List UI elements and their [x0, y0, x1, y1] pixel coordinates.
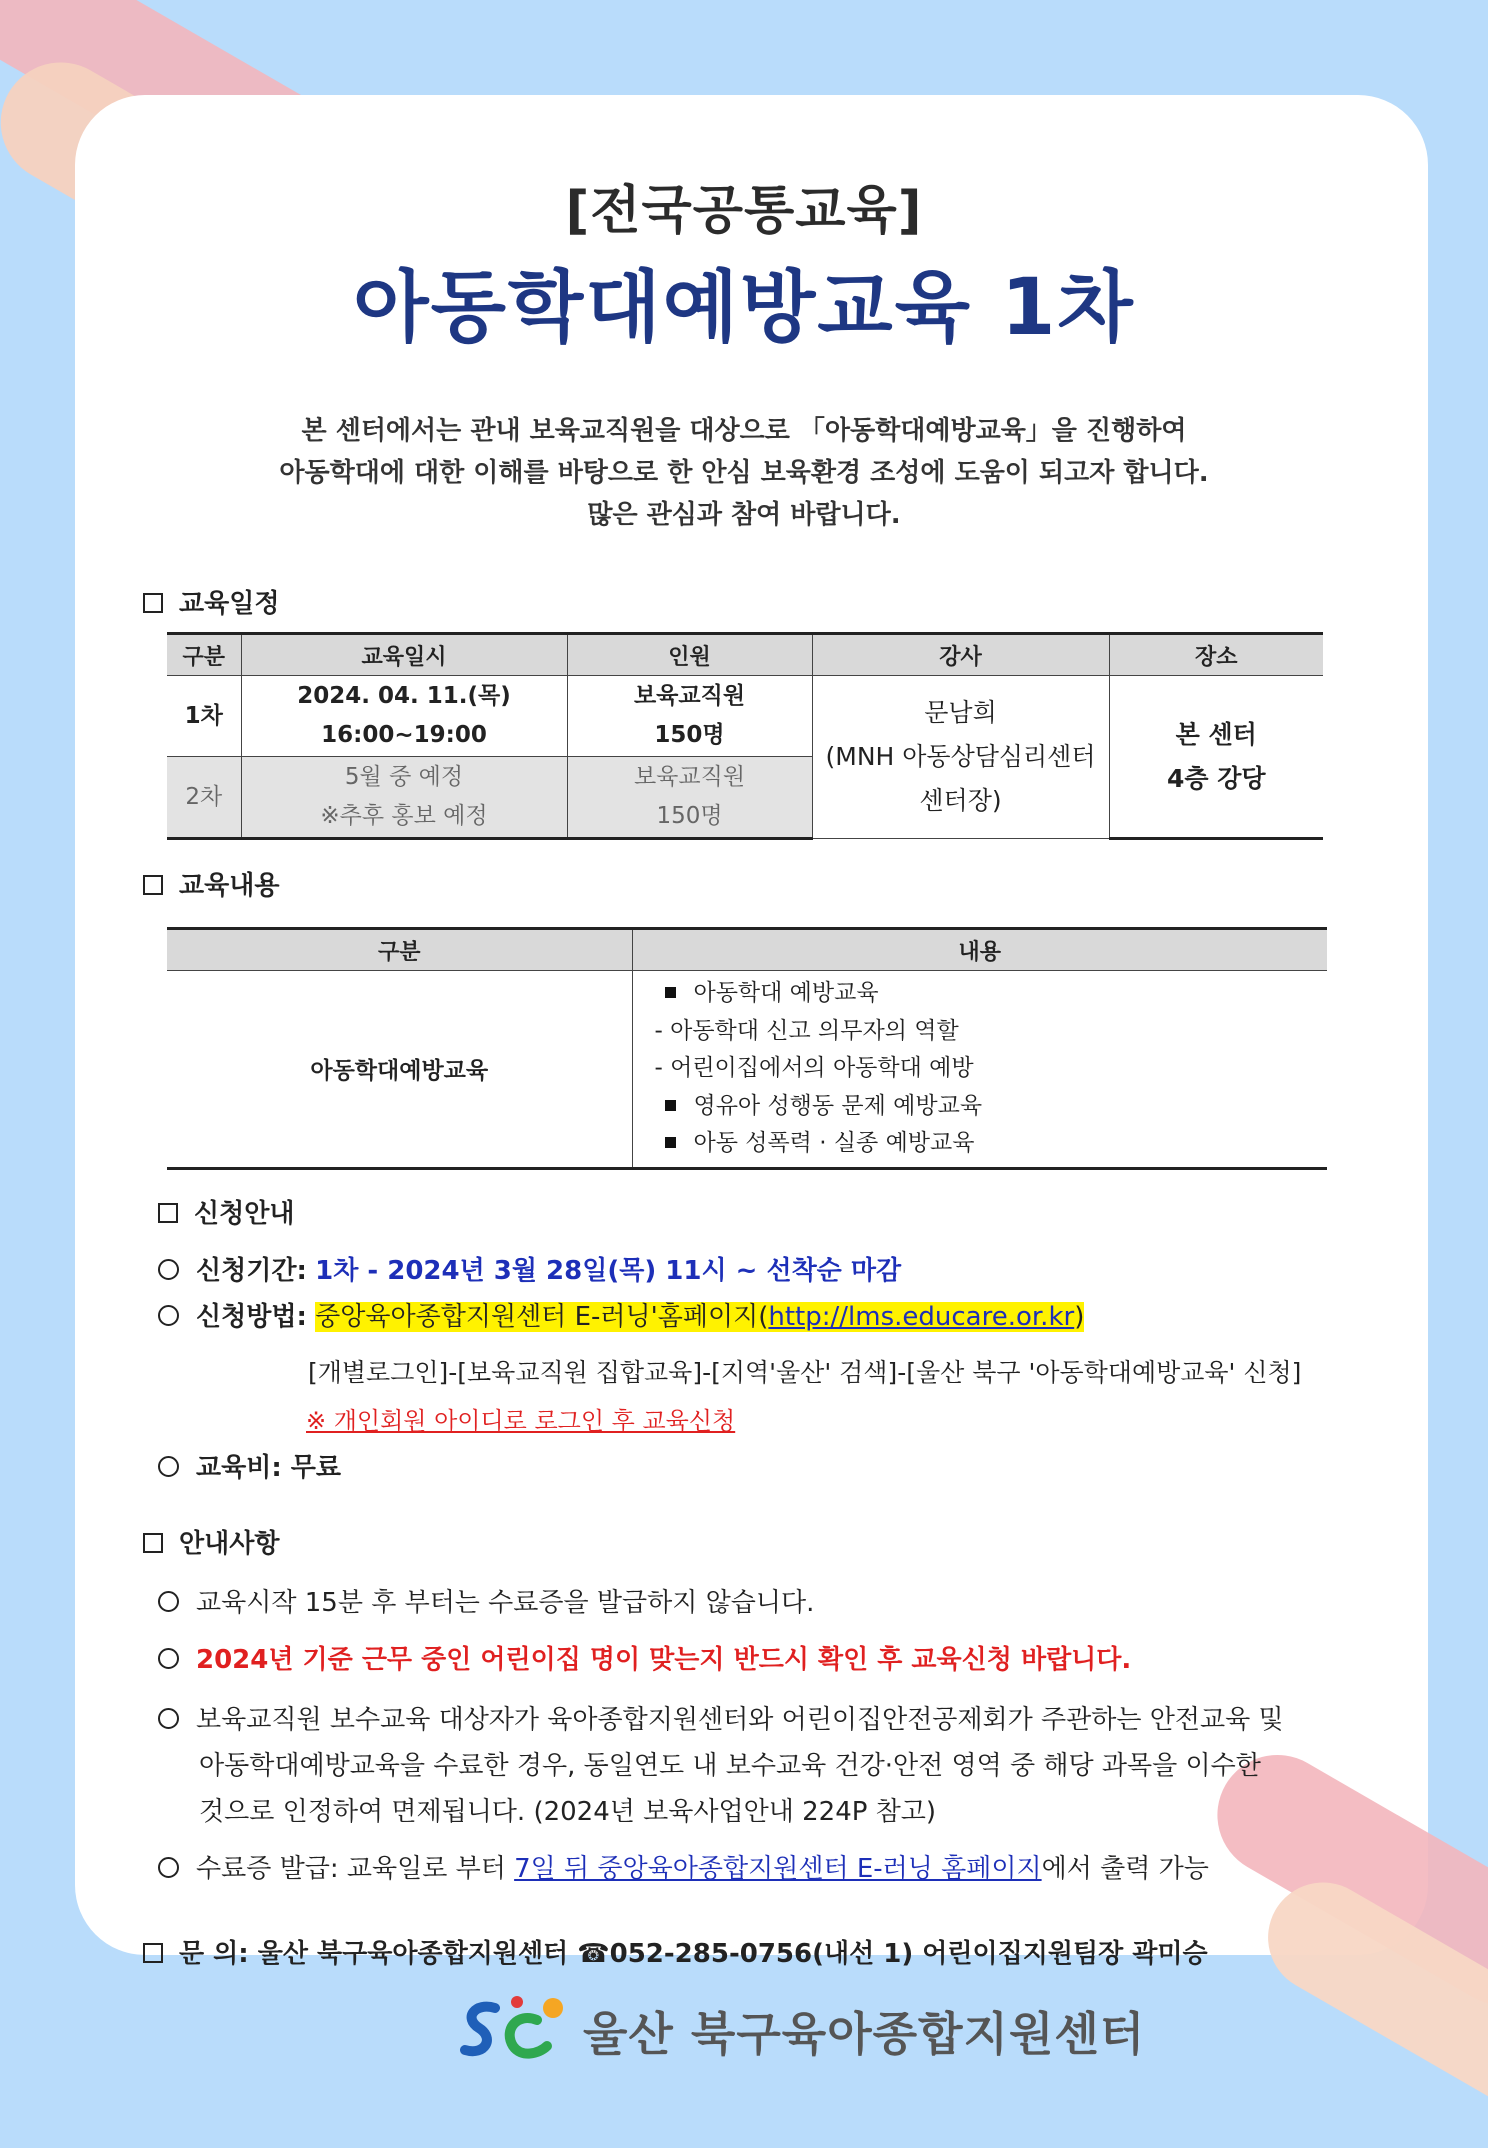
apply-site-text: 중앙육아종합지원센터 E-러닝'홈페이지(http://lms.educare.or.kr) [315, 1302, 1085, 1332]
circle-bullet-icon [158, 1305, 179, 1326]
square-bullet-icon [665, 987, 676, 998]
content-name: 아동학대예방교육 [167, 971, 632, 1169]
circle-bullet-icon [158, 1648, 179, 1669]
checkbox-square-icon [143, 875, 163, 895]
list-item: - 아동학대 신고 의무자의 역할 [654, 1017, 959, 1044]
circle-bullet-icon [158, 1591, 179, 1612]
table-header: 강사 [812, 634, 1109, 676]
row-division: 2차 [167, 757, 241, 839]
table-header: 장소 [1109, 634, 1323, 676]
circle-bullet-icon [158, 1708, 179, 1729]
section-apply-heading: 신청안내 [158, 1193, 294, 1230]
intro-text [0, 410, 1488, 536]
list-item: 아동 성폭력 · 실종 예방교육 [653, 1125, 1308, 1163]
schedule-table [167, 632, 1323, 840]
apply-fee: 교육비: 무료 [158, 1447, 341, 1484]
org-logo [455, 1990, 1146, 2070]
list-item: 아동학대 예방교육 [653, 975, 1308, 1013]
org-name: 울산 북구육아종합지원센터 [583, 2007, 1146, 2061]
instructor-cell: 문남희 (MNH 아동상담심리센터 센터장) [812, 676, 1109, 839]
elearning-link[interactable]: 7일 뒤 중앙육아종합지원센터 E-러닝 홈페이지 [514, 1854, 1042, 1884]
table-header: 인원 [567, 634, 812, 676]
intro-line: 본 센터에서는 관내 보육교직원을 대상으로 「아동학대예방교육」을 진행하여 [301, 416, 1187, 446]
apply-period: 신청기간: 1차 - 2024년 3월 28일(목) 11시 ~ 선착순 마감 [158, 1250, 901, 1287]
intro-line: 아동학대에 대한 이해를 바탕으로 한 안심 보육환경 조성에 도움이 되고자 합니다. [279, 458, 1209, 488]
row-datetime: 5월 중 예정 ※추후 홍보 예정 [241, 757, 567, 839]
table-header: 교육일시 [241, 634, 567, 676]
table-header: 구분 [167, 634, 241, 676]
checkbox-square-icon [143, 1533, 163, 1553]
square-bullet-icon [665, 1100, 676, 1111]
table-header: 구분 [167, 929, 632, 971]
place-cell: 본 센터 4층 강당 [1109, 676, 1323, 839]
apply-note: ※ 개인회원 아이디로 로그인 후 교육신청 [306, 1407, 736, 1435]
apply-path: [개별로그인]-[보육교직원 집합교육]-[지역'울산' 검색]-[울산 북구 '아동학대예방교육' 신청] [308, 1358, 1302, 1387]
contact-line: 문 의: 울산 북구육아종합지원센터 ☎052-285-0756(내선 1) 어린이집지원팀장 곽미승 [143, 1933, 1208, 1970]
circle-bullet-icon [158, 1259, 179, 1280]
circle-bullet-icon [158, 1857, 179, 1878]
table-header: 내용 [632, 929, 1327, 971]
list-item: - 어린이집에서의 아동학대 예방 [654, 1055, 974, 1081]
center-logo-icon [455, 1990, 575, 2070]
row-datetime: 2024. 04. 11.(목) 16:00~19:00 [241, 676, 567, 757]
intro-line: 많은 관심과 참여 바랍니다. [587, 500, 901, 530]
table-row [167, 676, 1323, 757]
category-title: [전국공통교육] [565, 181, 923, 241]
section-schedule-heading: 교육일정 [143, 583, 279, 620]
page-title: 아동학대예방교육 1차 [353, 263, 1135, 353]
table-row [167, 971, 1327, 1169]
apply-method: 신청방법: 중앙육아종합지원센터 E-러닝'홈페이지(http://lms.educare.or.kr) [158, 1296, 1084, 1333]
row-people: 보육교직원 150명 [567, 757, 812, 839]
notice-item: 교육시작 15분 후 부터는 수료증을 발급하지 않습니다. [158, 1582, 814, 1619]
list-item: 영유아 성행동 문제 예방교육 [653, 1088, 1308, 1126]
checkbox-square-icon [143, 1943, 163, 1963]
notice-item: 수료증 발급: 교육일로 부터 7일 뒤 중앙육아종합지원센터 E-러닝 홈페이지에서 출력 가능 [158, 1848, 1209, 1885]
notice-item: 보육교직원 보수교육 대상자가 육아종합지원센터와 어린이집안전공제회가 주관하는 안전교육 및 아동학대예방교육을 수료한 경우, 동일연도 내 보수교육 건강·안전 영역 중 해당 과목을 이수한 것으로 인정하여 면제됩니다. (2024년 보육사업안내 224P 참고) [158, 1697, 1358, 1835]
square-bullet-icon [665, 1137, 676, 1148]
apply-url-link[interactable]: http://lms.educare.or.kr [768, 1302, 1075, 1332]
row-people: 보육교직원 150명 [567, 676, 812, 757]
section-notice-heading: 안내사항 [143, 1523, 279, 1560]
content-table [167, 927, 1327, 1170]
checkbox-square-icon [143, 593, 163, 613]
circle-bullet-icon [158, 1456, 179, 1477]
section-content-heading: 교육내용 [143, 865, 279, 902]
notice-item: 2024년 기준 근무 중인 어린이집 명이 맞는지 반드시 확인 후 교육신청 바랍니다. [158, 1639, 1131, 1676]
checkbox-square-icon [158, 1203, 178, 1223]
content-list [632, 971, 1327, 1169]
row-division: 1차 [167, 676, 241, 757]
